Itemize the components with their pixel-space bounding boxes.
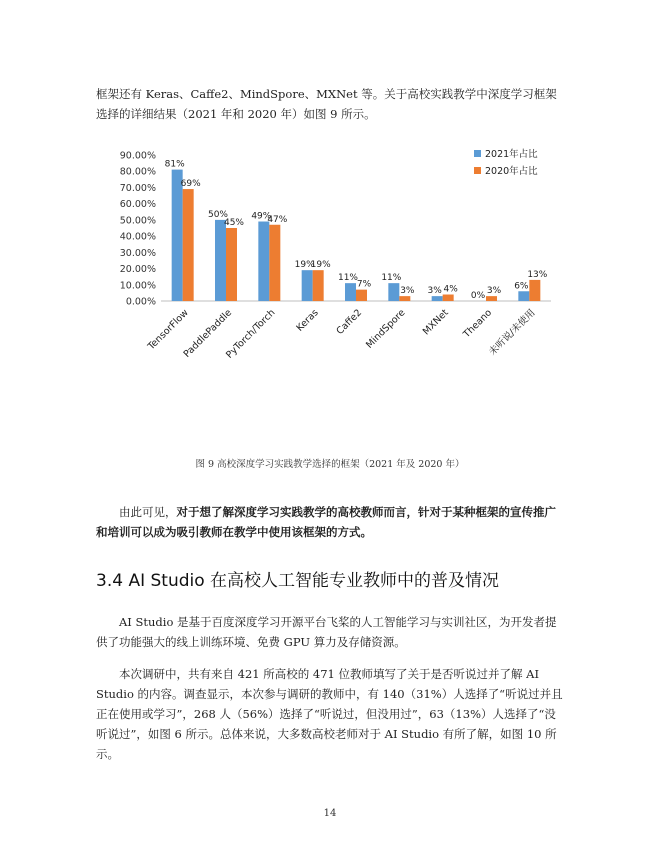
y-tick-label: 40.00% xyxy=(119,231,156,243)
x-category-label: 未听说/未使用 xyxy=(487,307,538,358)
data-label: 49% xyxy=(251,211,272,222)
data-label: 6% xyxy=(514,281,529,292)
y-tick-label: 50.00% xyxy=(119,215,156,227)
x-category-label: PaddlePaddle xyxy=(181,307,235,360)
bar-2021-1 xyxy=(215,220,226,301)
figure-caption: 图 9 高校深度学习实践教学选择的框架（2021 年及 2020 年） xyxy=(195,459,465,470)
bar-2020-5 xyxy=(399,296,410,301)
chart-legend xyxy=(474,148,538,177)
bar-2021-0 xyxy=(172,170,183,301)
bar-2021-4 xyxy=(345,283,356,301)
survey-result-paragraph: 本次调研中，共有来自 421 所高校的 471 位教师填写了关于是否听说过并了解 AI Studio 的内容。调查显示，本次参与调研的教师中，有 140（31%）人选择了“听说过并且正在使用或学习”，268 人（56%）选择了“听说过，但没用过”，63（13%）人选择了“没听说过”，如图 6 所示。总体来说，大多数高校老师对于 AI Studio 有所了解，如图 10 所示。 xyxy=(96,667,563,761)
data-label: 45% xyxy=(223,218,245,228)
bar-2021-3 xyxy=(302,270,313,301)
page-number: 14 xyxy=(323,808,337,819)
data-label: 69% xyxy=(180,179,201,190)
ai-studio-intro-paragraph: AI Studio 是基于百度深度学习开源平台飞桨的人工智能学习与实训社区，为开发者提供了功能强大的线上训练环境、免费 GPU 算力及存储资源。 xyxy=(96,615,557,649)
framework-bar-chart xyxy=(96,140,566,440)
intro-paragraph: 框架还有 Keras、Caffe2、MindSpore、MXNet 等。关于高校实践教学中深度学习框架选择的详细结果（2021 年和 2020 年）如图 9 所示。 xyxy=(96,87,557,121)
conclusion-bold-text: 对于想了解深度学习实践教学的高校教师而言，针对于某种框架的宣传推广和培训可以成为吸引教师在教学中使用该框架的方式。 xyxy=(96,505,556,539)
y-tick-label: 60.00% xyxy=(119,199,156,211)
y-tick-label: 20.00% xyxy=(119,264,156,276)
bar-2021-6 xyxy=(432,296,443,301)
legend-label: 2021年占比 xyxy=(485,149,538,160)
bar-2021-2 xyxy=(258,222,269,301)
conclusion-paragraph xyxy=(96,502,566,542)
bar-2021-5 xyxy=(388,283,399,301)
data-label: 0% xyxy=(470,291,486,301)
bar-2020-0 xyxy=(183,189,194,301)
y-tick-label: 10.00% xyxy=(119,280,156,292)
x-category-label: MXNet xyxy=(420,307,451,338)
y-tick-label: 0.00% xyxy=(125,296,156,308)
bar-2020-6 xyxy=(443,295,454,301)
data-label: 3% xyxy=(486,286,502,297)
bar-2020-3 xyxy=(313,270,324,301)
bar-2020-7 xyxy=(486,296,497,301)
legend-swatch xyxy=(474,150,481,157)
data-label: 7% xyxy=(356,279,372,290)
data-label: 19% xyxy=(294,260,315,271)
x-category-label: MindSpore xyxy=(364,307,408,351)
x-category-label: PyTorch/Torch xyxy=(224,307,278,361)
data-label: 13% xyxy=(527,269,548,280)
data-label: 19% xyxy=(310,260,331,271)
legend-swatch xyxy=(474,167,481,174)
x-category-label: Theano xyxy=(461,307,495,341)
x-category-label: TensorFlow xyxy=(145,307,191,353)
conclusion-lead: 由此可见， xyxy=(119,505,177,519)
data-label: 81% xyxy=(164,159,185,170)
x-category-label: Keras xyxy=(294,307,321,334)
data-label: 4% xyxy=(443,284,458,295)
data-label: 47% xyxy=(267,214,288,225)
legend-label: 2020年占比 xyxy=(485,166,538,177)
data-label: 3% xyxy=(427,286,442,297)
bar-2020-1 xyxy=(226,228,237,301)
section-heading: 3.4 AI Studio 在高校人工智能专业教师中的普及情况 xyxy=(96,571,500,591)
bar-2020-8 xyxy=(529,280,540,301)
data-label: 3% xyxy=(400,286,415,297)
y-tick-label: 90.00% xyxy=(119,150,156,162)
bar-2020-2 xyxy=(269,225,280,301)
x-category-label: Caffe2 xyxy=(334,307,365,337)
data-label: 11% xyxy=(381,273,402,284)
bar-2021-8 xyxy=(518,291,529,301)
x-axis-category-labels xyxy=(145,307,537,361)
y-tick-label: 70.00% xyxy=(119,182,156,194)
data-label: 11% xyxy=(337,273,359,284)
y-tick-label: 80.00% xyxy=(119,166,156,178)
y-tick-label: 30.00% xyxy=(119,247,156,259)
data-label: 50% xyxy=(207,209,229,220)
y-axis-tick-labels xyxy=(120,151,156,308)
bar-2020-4 xyxy=(356,290,367,301)
